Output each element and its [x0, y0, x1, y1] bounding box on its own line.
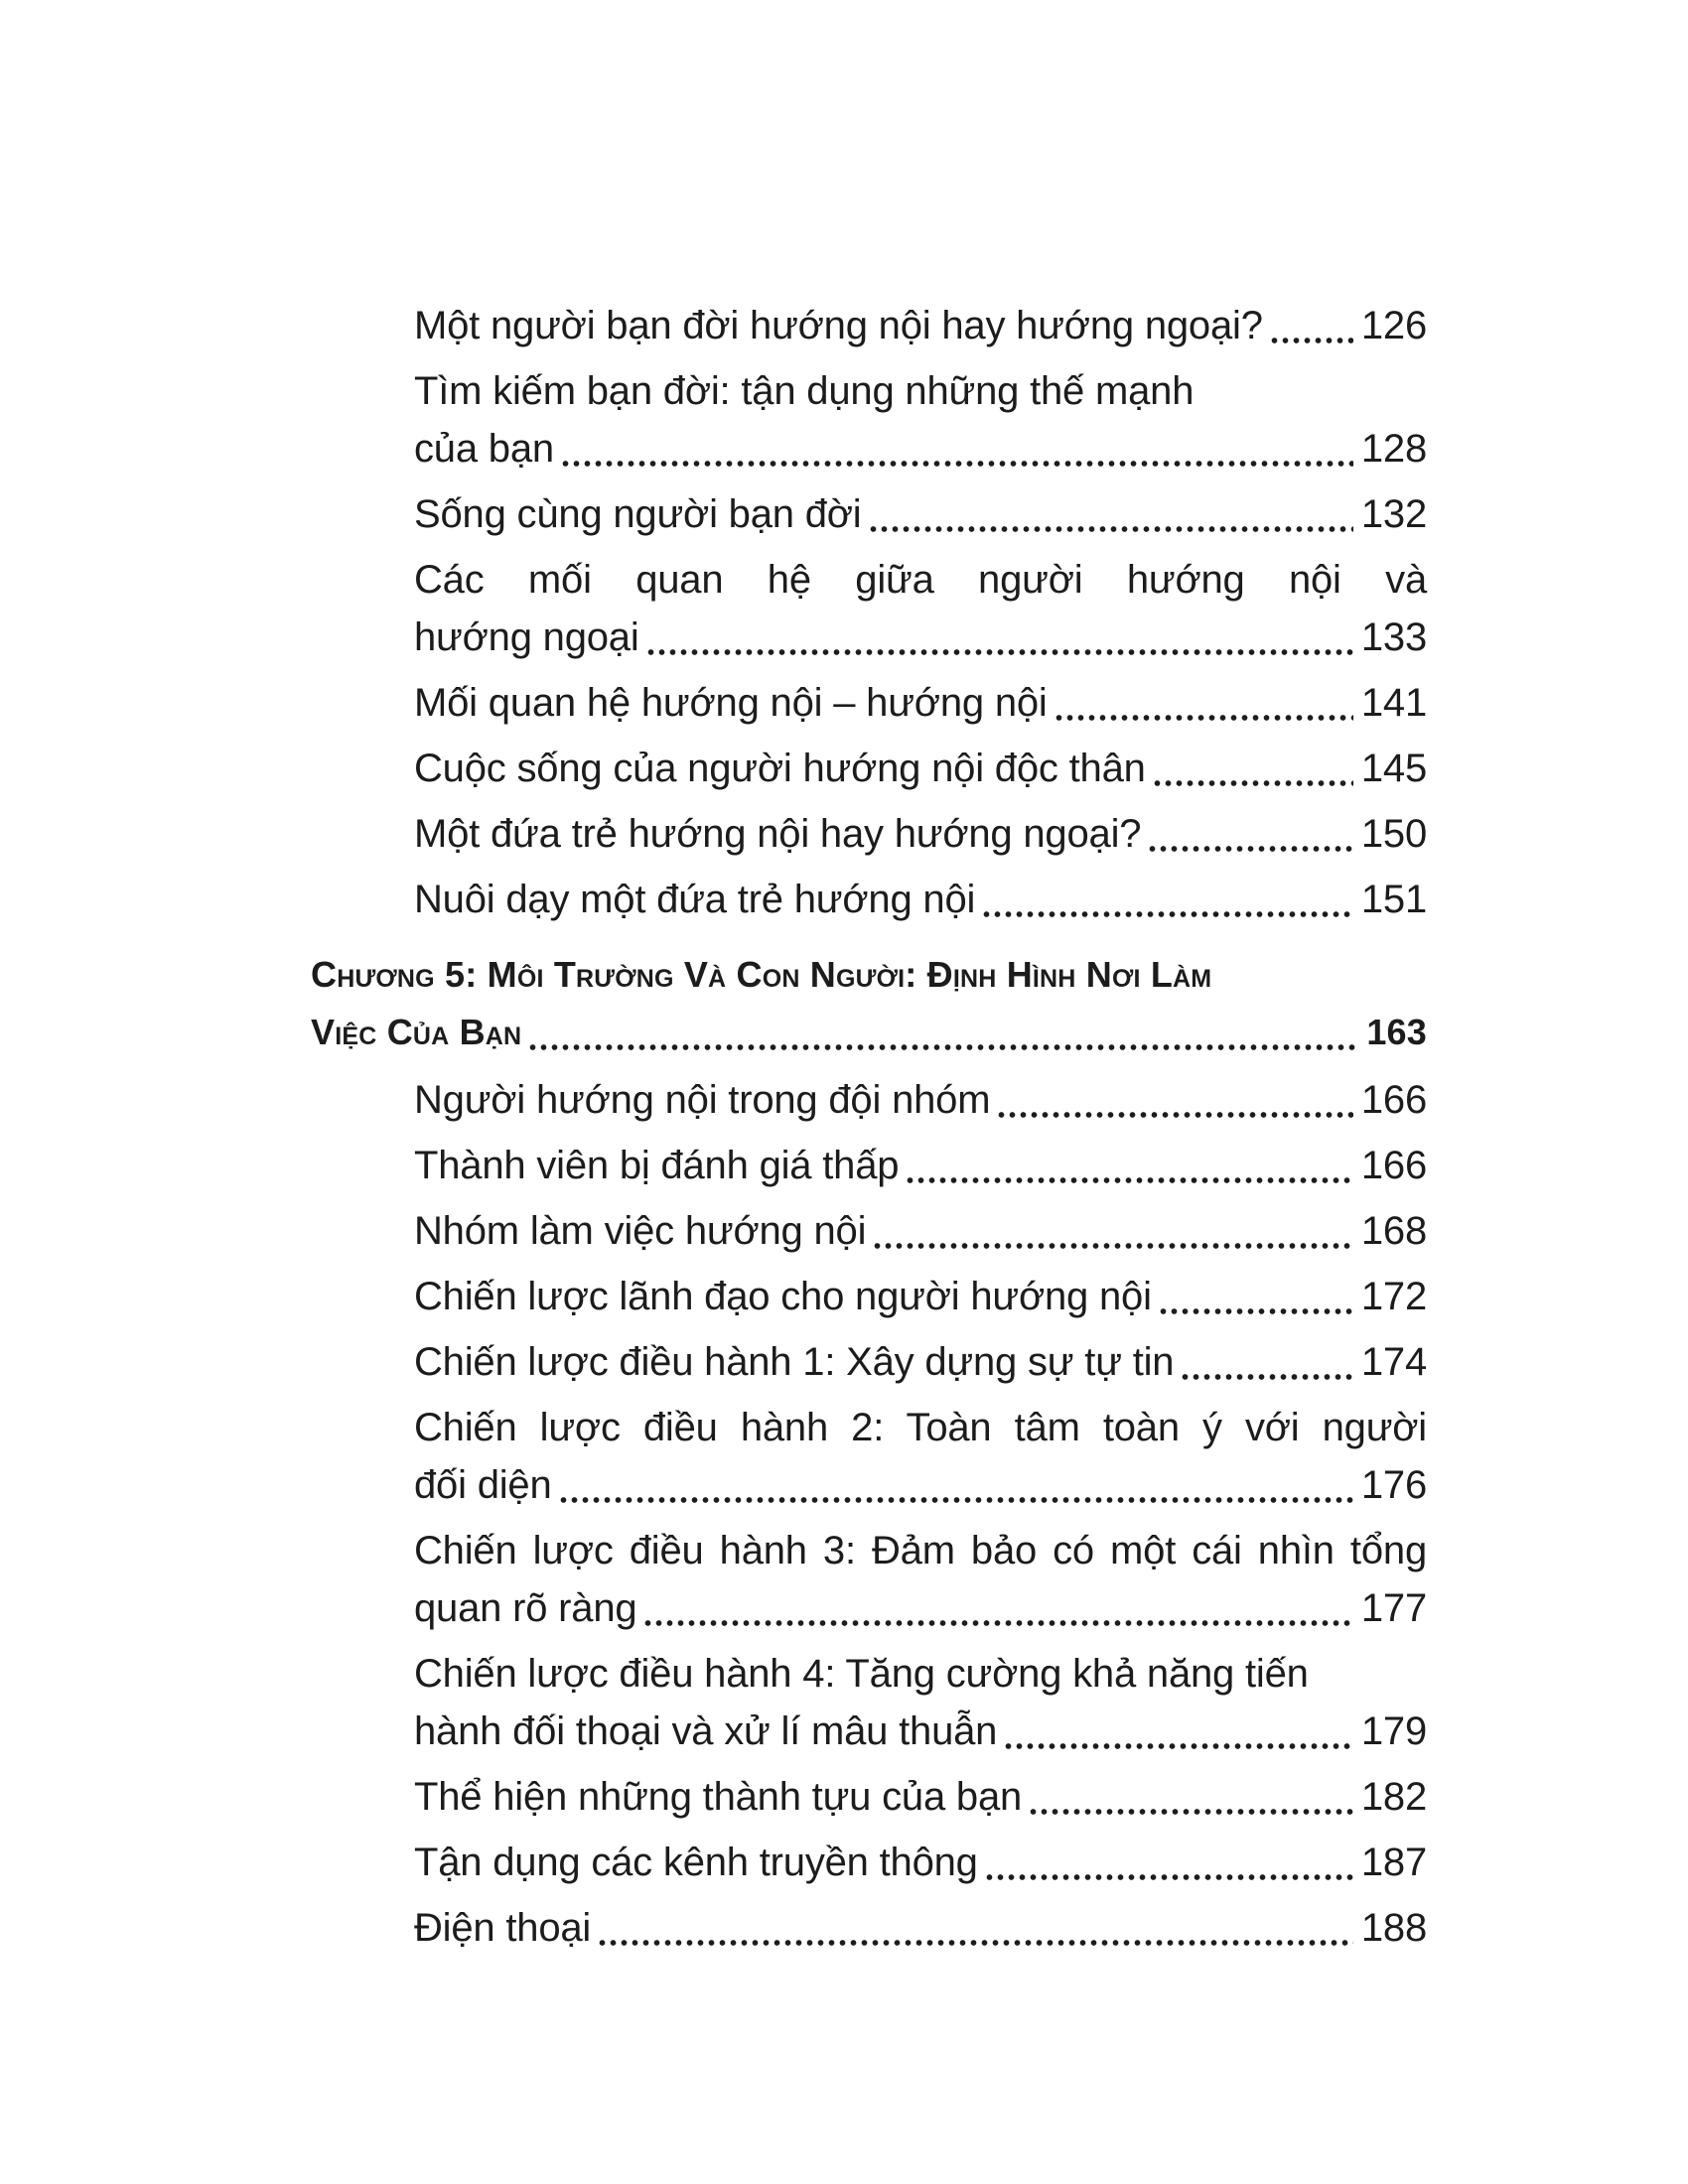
toc-entry-text: Chiến lược điều hành 3: Đảm bảo có một cái nhìn tổng: [414, 1529, 1427, 1572]
dot-leader: [645, 609, 1353, 666]
page-number: 132: [1360, 492, 1427, 536]
page-number: 168: [1360, 1209, 1427, 1253]
toc-line: [414, 1768, 1427, 1826]
page-number: 166: [1360, 1078, 1427, 1122]
dot-leader: [597, 1899, 1353, 1957]
toc-line: [414, 297, 1427, 354]
page-number: 179: [1360, 1709, 1427, 1753]
toc-entry: [414, 1899, 1427, 1957]
dot-leader: [1180, 1333, 1353, 1391]
page-number: 150: [1360, 812, 1427, 856]
toc-line: [311, 1004, 1427, 1061]
toc-entry-text: Nhóm làm việc hướng nội: [414, 1209, 867, 1253]
toc-entry-text: hướng ngoại: [414, 615, 639, 659]
toc-entry-text: Chiến lược điều hành 4: Tăng cường khả năng tiến: [414, 1652, 1309, 1696]
toc-entry: [414, 1834, 1427, 1891]
toc-entry-text: Thể hiện những thành tựu của bạn: [414, 1775, 1023, 1819]
dot-leader: [560, 420, 1353, 478]
toc-line: [414, 871, 1427, 928]
page-number: 145: [1360, 747, 1427, 790]
toc-entry-text: Nuôi dạy một đứa trẻ hướng nội: [414, 878, 976, 921]
page-number: 177: [1360, 1586, 1427, 1630]
dot-leader: [1028, 1768, 1353, 1826]
toc-line: [414, 1399, 1427, 1456]
toc-entry: [414, 1071, 1427, 1129]
toc-line: [414, 1333, 1427, 1391]
toc-line: [414, 485, 1427, 543]
page-number: 174: [1360, 1340, 1427, 1384]
toc-entry-text: hành đối thoại và xử lí mâu thuẫn: [414, 1709, 998, 1753]
page-number: 126: [1360, 304, 1427, 347]
dot-leader: [1054, 674, 1353, 732]
toc-entry: [414, 1399, 1427, 1514]
dot-leader: [527, 1004, 1358, 1061]
toc-line: [414, 740, 1427, 797]
toc-entry: [414, 362, 1427, 478]
toc-line: [414, 1137, 1427, 1194]
toc-entry-text: Người hướng nội trong đội nhóm: [414, 1078, 991, 1122]
toc-entry-text: Tìm kiếm bạn đời: tận dụng những thế mạnh: [414, 369, 1195, 413]
toc-line: [414, 1899, 1427, 1957]
page-number: 187: [1360, 1841, 1427, 1884]
page-number: 182: [1360, 1775, 1427, 1819]
toc-line: [414, 674, 1427, 732]
toc-entry-text: Một đứa trẻ hướng nội hay hướng ngoại?: [414, 812, 1142, 856]
toc-entry-text: Cuộc sống của người hướng nội độc thân: [414, 747, 1146, 790]
toc-entry: [414, 1333, 1427, 1391]
page-number: 166: [1360, 1144, 1427, 1187]
toc-line: [414, 1522, 1427, 1579]
toc-entry: [414, 1202, 1427, 1260]
toc-line: [414, 1645, 1427, 1703]
toc-line: [414, 420, 1427, 478]
toc-line: [414, 1834, 1427, 1891]
table-of-contents: [311, 297, 1427, 1965]
toc-entry: [414, 1768, 1427, 1826]
dot-leader: [1152, 740, 1353, 797]
toc-entry: [414, 1268, 1427, 1325]
toc-line: [414, 805, 1427, 863]
toc-entry-text: quan rõ ràng: [414, 1586, 637, 1630]
dot-leader: [905, 1137, 1353, 1194]
toc-entry: [414, 297, 1427, 354]
page-number: 176: [1360, 1463, 1427, 1507]
dot-leader: [868, 485, 1353, 543]
toc-line: [414, 1202, 1427, 1260]
toc-entry: [414, 1137, 1427, 1194]
toc-line: [414, 1456, 1427, 1514]
dot-leader: [872, 1202, 1353, 1260]
chapter-title-text: Chương 5: Môi Trường Và Con Người: Định Hình Nơi Làm: [311, 954, 1212, 995]
toc-line: [311, 946, 1427, 1004]
dot-leader: [1158, 1268, 1353, 1325]
toc-entry: [414, 674, 1427, 732]
toc-entry: [414, 1645, 1427, 1760]
page-number: 133: [1360, 615, 1427, 659]
page-number: 128: [1360, 427, 1427, 471]
chapter-title-text: Việc Của Bạn: [311, 1012, 522, 1052]
toc-entry-text: Các mối quan hệ giữa người hướng nội và: [414, 558, 1427, 602]
toc-line: [414, 1579, 1427, 1637]
dot-leader: [984, 1834, 1353, 1891]
dot-leader: [981, 871, 1353, 928]
toc-line: [414, 1268, 1427, 1325]
toc-entry: [414, 1522, 1427, 1637]
toc-entry: [414, 740, 1427, 797]
page-number: 141: [1360, 681, 1427, 725]
toc-entry-text: của bạn: [414, 427, 554, 471]
toc-chapter-entry: [311, 946, 1427, 1061]
dot-leader: [996, 1071, 1353, 1129]
page-number: 172: [1360, 1275, 1427, 1318]
toc-entry-text: Chiến lược điều hành 2: Toàn tâm toàn ý với người: [414, 1406, 1427, 1449]
toc-entry-text: Chiến lược lãnh đạo cho người hướng nội: [414, 1275, 1152, 1318]
toc-line: [414, 1071, 1427, 1129]
toc-entry-text: Thành viên bị đánh giá thấp: [414, 1144, 900, 1187]
dot-leader: [1269, 297, 1353, 354]
page-number: 188: [1360, 1906, 1427, 1950]
toc-entry-text: đối diện: [414, 1463, 552, 1507]
toc-entry: [414, 485, 1427, 543]
toc-entry: [414, 551, 1427, 666]
dot-leader: [1147, 805, 1353, 863]
toc-line: [414, 551, 1427, 609]
toc-entry-text: Tận dụng các kênh truyền thông: [414, 1841, 978, 1884]
toc-line: [414, 609, 1427, 666]
dot-leader: [558, 1456, 1353, 1514]
toc-entry: [414, 805, 1427, 863]
toc-line: [414, 362, 1427, 420]
dot-leader: [642, 1579, 1352, 1637]
toc-entry-text: Sống cùng người bạn đời: [414, 492, 862, 536]
toc-entry-text: Chiến lược điều hành 1: Xây dựng sự tự tin: [414, 1340, 1175, 1384]
toc-line: [414, 1703, 1427, 1760]
toc-entry-text: Điện thoại: [414, 1906, 592, 1950]
page-number: 151: [1360, 878, 1427, 921]
toc-entry: [414, 871, 1427, 928]
toc-entry-text: Một người bạn đời hướng nội hay hướng ngoại?: [414, 304, 1263, 347]
toc-entry-text: Mối quan hệ hướng nội – hướng nội: [414, 681, 1048, 725]
page-number: 163: [1366, 1012, 1427, 1052]
dot-leader: [1003, 1703, 1353, 1760]
